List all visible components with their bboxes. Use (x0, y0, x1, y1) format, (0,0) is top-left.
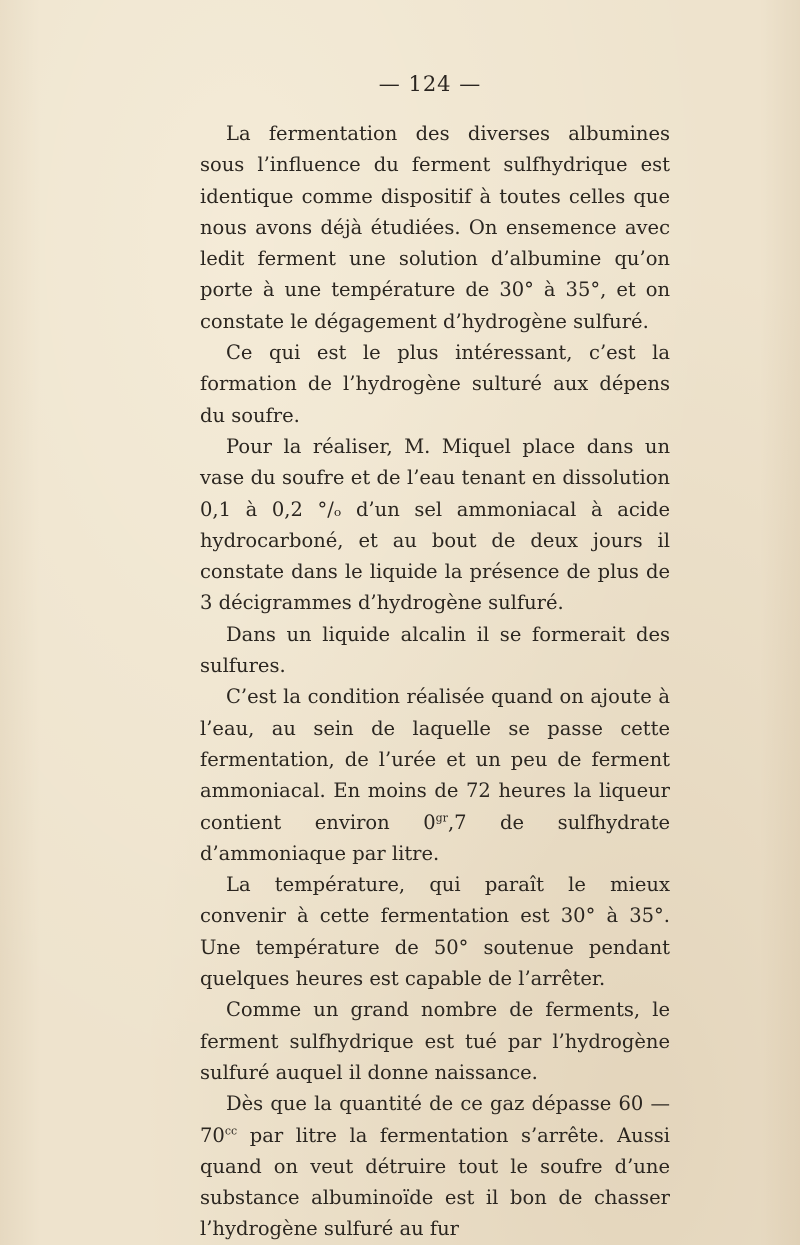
paragraph (200, 1088, 670, 1244)
body-text (200, 118, 670, 1245)
superscript-unit: cc (224, 1124, 238, 1137)
page-number: — 124 — (378, 72, 482, 96)
paragraph-text: C’est la condition réalisée quand on ajoute à l’eau, au sein de laquelle se passe cette fermentation, de l’urée et un peu de ferment ammoniacal. En moins de 72 heures la liqueur contient environ 0 (200, 685, 670, 834)
paragraph: Dans un liquide alcalin il se formerait des sulfures. (200, 622, 670, 678)
paragraph: Pour la réaliser, M. Miquel place dans un vase du soufre et de l’eau tenant en dissolution 0,1 à 0,2 °/ₒ d’un sel ammoniacal à acide hydrocarboné, et au bout de deux jours il constate dans le liquide la présence de plus de 3 décigrammes d’hydrogène sulfuré. (200, 434, 670, 615)
paragraph (200, 681, 670, 869)
paragraph: La fermentation des diverses albumines sous l’influence du ferment sulfhydrique est identique comme dispositif à toutes celles que nous avons déjà étudiées. On ensemence avec ledit ferment une solution d’albumine qu’on porte à une température de 30° à 35°, et on constate le dégagement d’hydrogène sulfuré. (200, 122, 670, 333)
superscript-unit: gr (435, 811, 448, 825)
paragraph-text: par litre la fermentation s’arrête. Aussi quand on veut détruire tout le soufre d’une substance albuminoïde est il bon de chasser l’hydrogène sulfuré au fur (200, 1123, 670, 1241)
paragraph-text: Dès que la quantité de ce gaz dépasse 60 — 70 (200, 1092, 670, 1147)
paragraph: La température, qui paraît le mieux convenir à cette fermentation est 30° à 35°. Une température de 50° soutenue pendant quelques heures est capable de l’arrêter. (200, 873, 670, 991)
paragraph: Ce qui est le plus intéressant, c’est la formation de l’hydrogène sulturé aux dépens du soufre. (200, 341, 670, 427)
paragraph-text: ,7 de sulfhydrate d’ammoniaque par litre. (200, 810, 670, 865)
paragraph: Comme un grand nombre de ferments, le ferment sulfhydrique est tué par l’hydrogène sulfuré auquel il donne naissance. (200, 998, 670, 1084)
